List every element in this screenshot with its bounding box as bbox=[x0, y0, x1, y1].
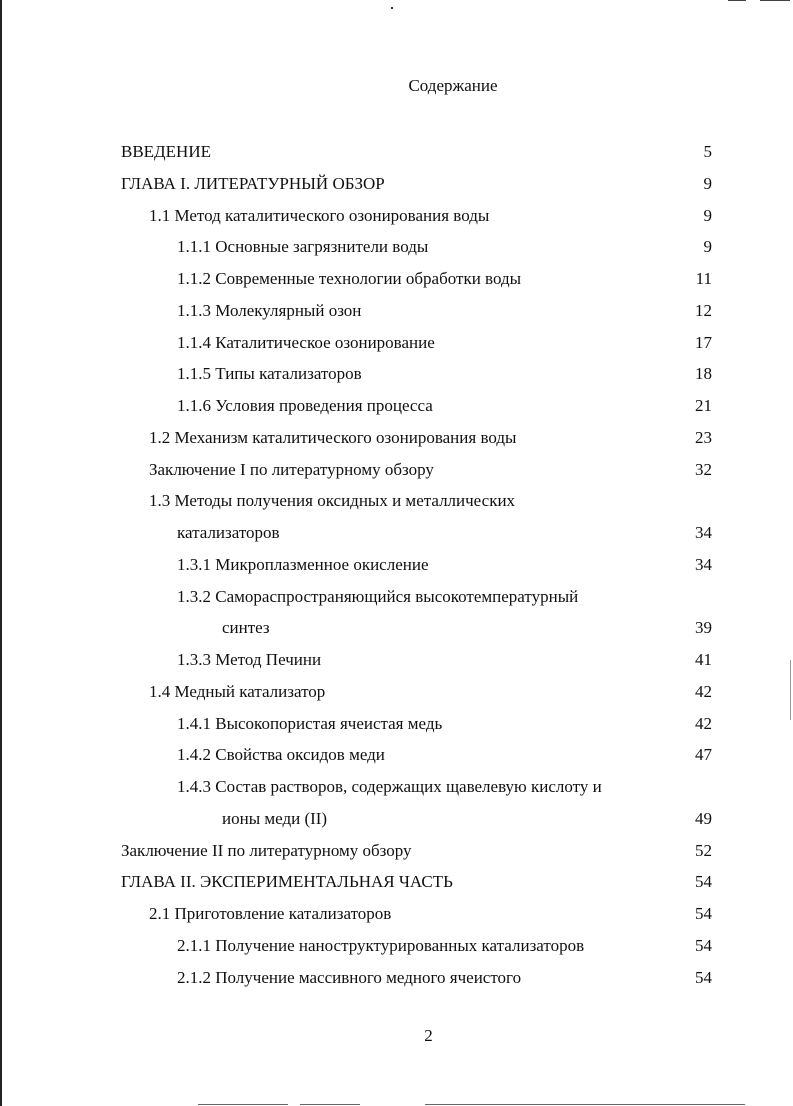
toc-entry bbox=[0, 612, 793, 644]
toc-entry-page: 39 bbox=[695, 618, 712, 638]
toc-entry-page: 42 bbox=[695, 713, 712, 733]
toc-entry-title: синтез bbox=[222, 618, 270, 638]
toc-entry bbox=[0, 866, 793, 898]
toc-entry bbox=[0, 835, 793, 867]
toc-entry-title: 1.1.2 Современные технологии обработки воды bbox=[177, 269, 522, 288]
toc-entry-title: 1.1.1 Основные загрязнители воды bbox=[177, 237, 429, 257]
toc-entry-page: 54 bbox=[695, 872, 712, 892]
toc-entry bbox=[0, 327, 793, 359]
scan-mark-bottom bbox=[425, 1104, 745, 1105]
toc-entry-title: 1.1 Метод каталитического озонирования воды bbox=[149, 205, 490, 225]
toc-entry bbox=[0, 358, 793, 390]
toc-entry bbox=[0, 168, 793, 200]
toc-entry-title: 2.1.1 Получение наноструктурированных катализаторов bbox=[177, 935, 585, 955]
toc-entry-page: 34 bbox=[695, 554, 712, 574]
toc-entry-title: ВВЕДЕНИЕ bbox=[121, 142, 211, 161]
toc-entry bbox=[0, 930, 793, 962]
page-number: 2 bbox=[424, 1026, 433, 1045]
toc-entry-title: 1.3 Методы получения оксидных и металлических bbox=[149, 491, 516, 511]
toc-entry-page: 47 bbox=[695, 745, 712, 765]
toc-entry-title: 1.4.3 Состав растворов, содержащих щавелевую кислоту и bbox=[177, 777, 602, 796]
toc-entry bbox=[0, 390, 793, 422]
toc-entry bbox=[0, 136, 793, 168]
toc-entry-page: 23 bbox=[695, 427, 712, 447]
toc-entry-page: 42 bbox=[695, 681, 712, 701]
toc-entry bbox=[0, 676, 793, 708]
toc-entry-page: 18 bbox=[695, 364, 712, 384]
table-of-contents bbox=[0, 136, 793, 993]
toc-entry-title: Заключение I по литературному обзору bbox=[149, 459, 434, 479]
toc-entry-title: 1.4 Медный катализатор bbox=[149, 681, 326, 701]
toc-entry bbox=[0, 962, 793, 994]
toc-entry bbox=[0, 454, 793, 486]
toc-entry-title: 1.3.1 Микроплазменное окисление bbox=[177, 554, 429, 574]
toc-entry bbox=[0, 771, 793, 803]
toc-entry-title: 1.2 Механизм каталитического озонирования воды bbox=[149, 427, 517, 447]
toc-entry bbox=[0, 231, 793, 263]
toc-entry-title: катализаторов bbox=[177, 523, 280, 542]
toc-entry bbox=[0, 295, 793, 327]
toc-entry-title: Заключение II по литературному обзору bbox=[121, 840, 412, 860]
toc-entry bbox=[0, 485, 793, 517]
scan-mark-top bbox=[760, 0, 790, 1]
page-title: Содержание bbox=[408, 76, 498, 95]
toc-entry-title: 1.4.1 Высокопористая ячеистая медь bbox=[177, 713, 443, 733]
toc-entry-title: 1.1.5 Типы катализаторов bbox=[177, 364, 362, 384]
scan-mark-bottom bbox=[300, 1104, 360, 1105]
toc-entry-title: 1.1.6 Условия проведения процесса bbox=[177, 396, 433, 415]
toc-entry-page: 54 bbox=[695, 935, 712, 955]
toc-entry-page: 9 bbox=[703, 205, 712, 225]
toc-entry-page: 52 bbox=[695, 840, 712, 860]
toc-entry-page: 41 bbox=[695, 650, 712, 669]
toc-entry-title: 2.1 Приготовление катализаторов bbox=[149, 904, 392, 923]
scan-mark-top bbox=[728, 0, 746, 1]
toc-entry-title: ГЛАВА I. ЛИТЕРАТУРНЫЙ ОБЗОР bbox=[121, 173, 385, 193]
scan-mark-bottom bbox=[198, 1104, 288, 1105]
toc-entry bbox=[0, 581, 793, 613]
toc-entry-page: 34 bbox=[695, 523, 712, 542]
toc-entry-title: 1.4.2 Свойства оксидов меди bbox=[177, 745, 385, 765]
toc-entry-title: 1.1.4 Каталитическое озонирование bbox=[177, 332, 435, 352]
toc-entry bbox=[0, 739, 793, 771]
toc-entry-title: 1.3.3 Метод Печини bbox=[177, 650, 322, 669]
toc-entry bbox=[0, 644, 793, 676]
toc-entry-page: 54 bbox=[695, 904, 712, 923]
toc-entry-page: 12 bbox=[695, 300, 712, 320]
toc-entry-page: 11 bbox=[695, 269, 712, 288]
toc-entry bbox=[0, 898, 793, 930]
toc-entry-page: 9 bbox=[703, 237, 712, 257]
scan-speck bbox=[391, 7, 393, 9]
toc-entry bbox=[0, 422, 793, 454]
toc-entry bbox=[0, 549, 793, 581]
toc-entry-title: ГЛАВА II. ЭКСПЕРИМЕНТАЛЬНАЯ ЧАСТЬ bbox=[121, 872, 453, 892]
toc-entry-title: ионы меди (II) bbox=[222, 808, 328, 828]
toc-entry-title: 1.3.2 Самораспространяющийся высокотемпературный bbox=[177, 586, 579, 606]
toc-entry-page: 49 bbox=[695, 808, 712, 828]
toc-entry bbox=[0, 708, 793, 740]
toc-entry-page: 9 bbox=[703, 173, 712, 193]
toc-entry-page: 32 bbox=[695, 459, 712, 479]
toc-entry-title: 2.1.2 Получение массивного медного ячеистого bbox=[177, 967, 522, 987]
toc-entry bbox=[0, 517, 793, 549]
toc-entry bbox=[0, 263, 793, 295]
toc-entry bbox=[0, 803, 793, 835]
toc-entry bbox=[0, 200, 793, 232]
toc-entry-page: 21 bbox=[695, 396, 712, 415]
toc-entry-page: 17 bbox=[695, 332, 712, 352]
toc-entry-title: 1.1.3 Молекулярный озон bbox=[177, 300, 362, 320]
toc-entry-page: 54 bbox=[695, 967, 712, 987]
toc-entry-page: 5 bbox=[703, 142, 712, 161]
